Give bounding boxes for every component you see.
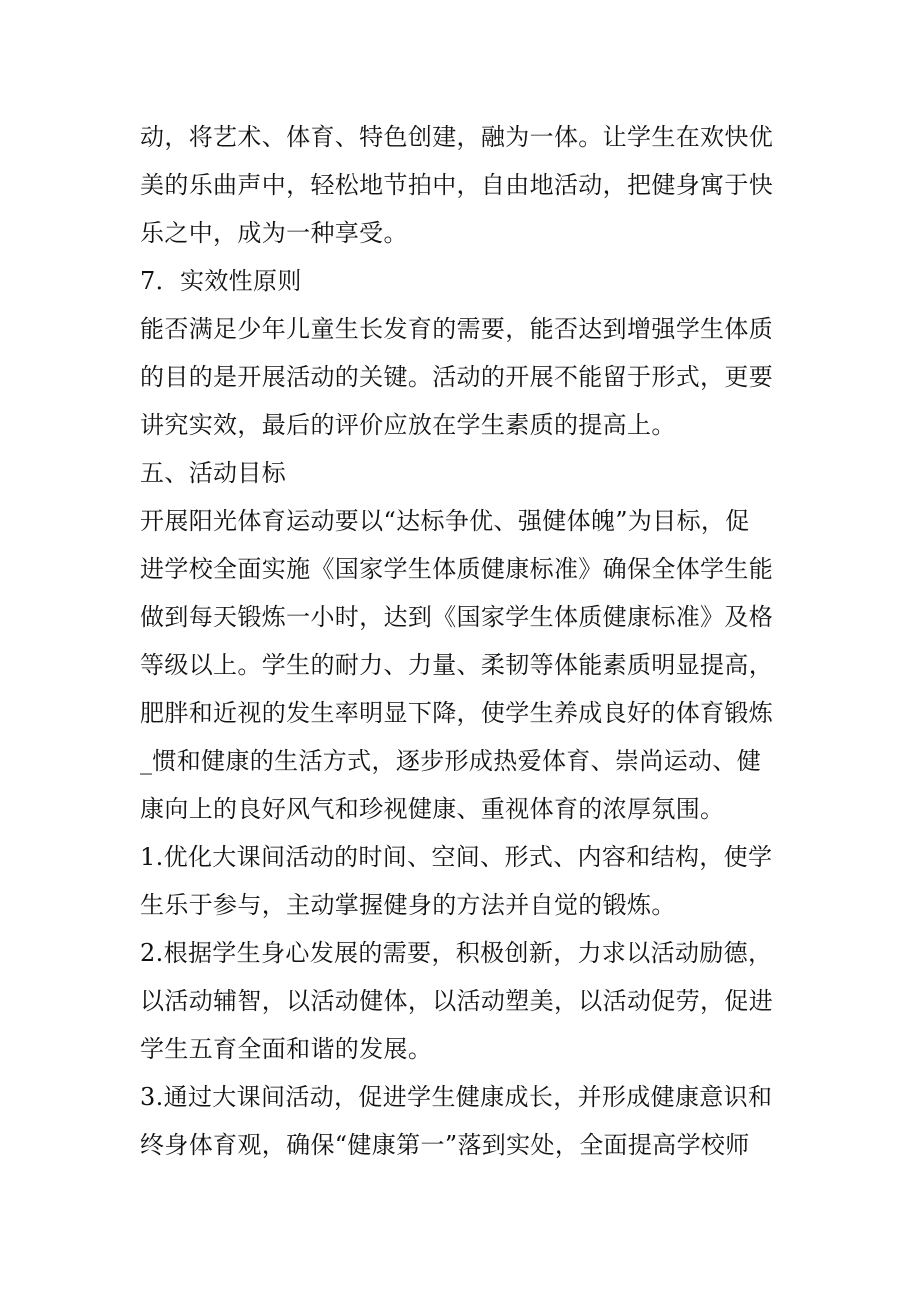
text-line: 乐之中，成为一种享受。 (140, 219, 408, 247)
list-item-3: 3.通过大课间活动，促进学生健康成长，并形成健康意识和 (140, 1083, 773, 1111)
text-line: 的目的是开展活动的关键。活动的开展不能留于形式，更要 (140, 363, 774, 391)
list-item-1: 1.优化大课间活动的时间、空间、形式、内容和结构，使学 (140, 843, 773, 871)
text-line: 学生五育全面和谐的发展。 (140, 1035, 433, 1063)
section-heading: 五、活动目标 (140, 459, 287, 487)
text-line: 肥胖和近视的发生率明显下降，使学生养成良好的体育锻炼 (140, 699, 774, 727)
text-line: 生乐于参与，主动掌握健身的方法并自觉的锻炼。 (140, 891, 676, 919)
text-line: 动，将艺术、体育、特色创建，融为一体。让学生在欢快优 (140, 123, 774, 151)
text-line: 等级以上。学生的耐力、力量、柔韧等体能素质明显提高， (140, 651, 774, 679)
text-line: 讲究实效，最后的评价应放在学生素质的提高上。 (140, 411, 676, 439)
text-line: 以活动辅智，以活动健体，以活动塑美，以活动促劳，促进 (140, 987, 774, 1015)
text-line: 进学校全面实施《国家学生体质健康标准》确保全体学生能 (140, 555, 774, 583)
text-line: 终身体育观，确保“健康第一”落到实处，全面提高学校师 (140, 1131, 750, 1159)
list-item-2: 2.根据学生身心发展的需要，积极创新，力求以活动励德， (140, 939, 773, 967)
document-body (140, 113, 800, 1169)
text-line: _惯和健康的生活方式，逐步形成热爱体育、崇尚运动、健 (140, 747, 762, 775)
text-line: 开展阳光体育运动要以“达标争优、强健体魄”为目标，促 (140, 507, 750, 535)
text-line: 做到每天锻炼一小时，达到《国家学生体质健康标准》及格 (140, 603, 774, 631)
section-heading: 7．实效性原则 (140, 267, 302, 295)
text-line: 能否满足少年儿童生长发育的需要，能否达到增强学生体质 (140, 315, 774, 343)
text-line: 美的乐曲声中，轻松地节拍中，自由地活动，把健身寓于快 (140, 171, 774, 199)
text-line: 康向上的良好风气和珍视健康、重视体育的浓厚氛围。 (140, 795, 725, 823)
